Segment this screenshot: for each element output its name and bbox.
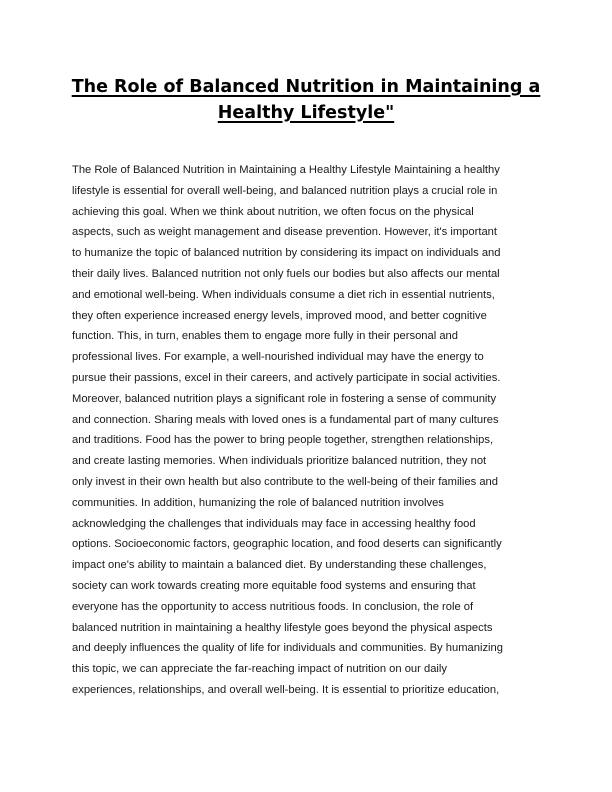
body-line: balanced nutrition in maintaining a healthy lifestyle goes beyond the physical aspects xyxy=(72,621,493,634)
body-line: lifestyle is essential for overall well-being, and balanced nutrition plays a crucial role in xyxy=(72,184,498,197)
body-line: experiences, relationships, and overall well-being. It is essential to prioritize education, xyxy=(72,683,500,696)
page-title-line-2: Healthy Lifestyle" xyxy=(217,103,395,123)
body-line: and connection. Sharing meals with loved ones is a fundamental part of many cultures xyxy=(72,413,499,426)
body-line: to humanize the topic of balanced nutrition by considering its impact on individuals and xyxy=(72,247,501,260)
body-line: achieving this goal. When we think about nutrition, we often focus on the physical xyxy=(72,205,474,218)
body-line: impact one's ability to maintain a balanced diet. By understanding these challenges, xyxy=(72,559,487,572)
body-line: society can work towards creating more equitable food systems and ensuring that xyxy=(72,579,476,592)
body-line: their daily lives. Balanced nutrition not only fuels our bodies but also affects our mental xyxy=(72,267,500,280)
body-line: function. This, in turn, enables them to engage more fully in their personal and xyxy=(72,330,458,343)
body-line: only invest in their own health but also contribute to the well-being of their families and xyxy=(72,475,498,488)
body-line: options. Socioeconomic factors, geographic location, and food deserts can significantly xyxy=(72,538,502,551)
body-line: professional lives. For example, a well-nourished individual may have the energy to xyxy=(72,351,484,364)
body-line: this topic, we can appreciate the far-reaching impact of nutrition on our daily xyxy=(72,663,447,676)
body-line: aspects, such as weight management and disease prevention. However, it's important xyxy=(72,226,498,239)
body-line: they often experience increased energy levels, improved mood, and better cognitive xyxy=(72,309,487,322)
body-line: communities. In addition, humanizing the role of balanced nutrition involves xyxy=(72,496,444,509)
body-line: everyone has the opportunity to access nutritious foods. In conclusion, the role of xyxy=(72,600,474,613)
body-line: and traditions. Food has the power to bring people together, strengthen relationships, xyxy=(72,434,494,447)
body-line: acknowledging the challenges that individuals may face in accessing healthy food xyxy=(72,517,476,530)
body-line: and create lasting memories. When individuals prioritize balanced nutrition, they not xyxy=(72,455,487,468)
body-line: Moreover, balanced nutrition plays a significant role in fostering a sense of community xyxy=(72,392,497,405)
body-paragraph xyxy=(72,160,548,701)
body-line: and deeply influences the quality of life for individuals and communities. By humanizing xyxy=(72,642,503,655)
page-title-line-1: The Role of Balanced Nutrition in Maintaining a xyxy=(71,77,541,97)
body-line: The Role of Balanced Nutrition in Maintaining a Healthy Lifestyle Maintaining a healthy xyxy=(72,164,500,176)
body-line: pursue their passions, excel in their careers, and actively participate in social activities. xyxy=(72,371,501,384)
body-line: and emotional well-being. When individuals consume a diet rich in essential nutrients, xyxy=(72,288,495,301)
